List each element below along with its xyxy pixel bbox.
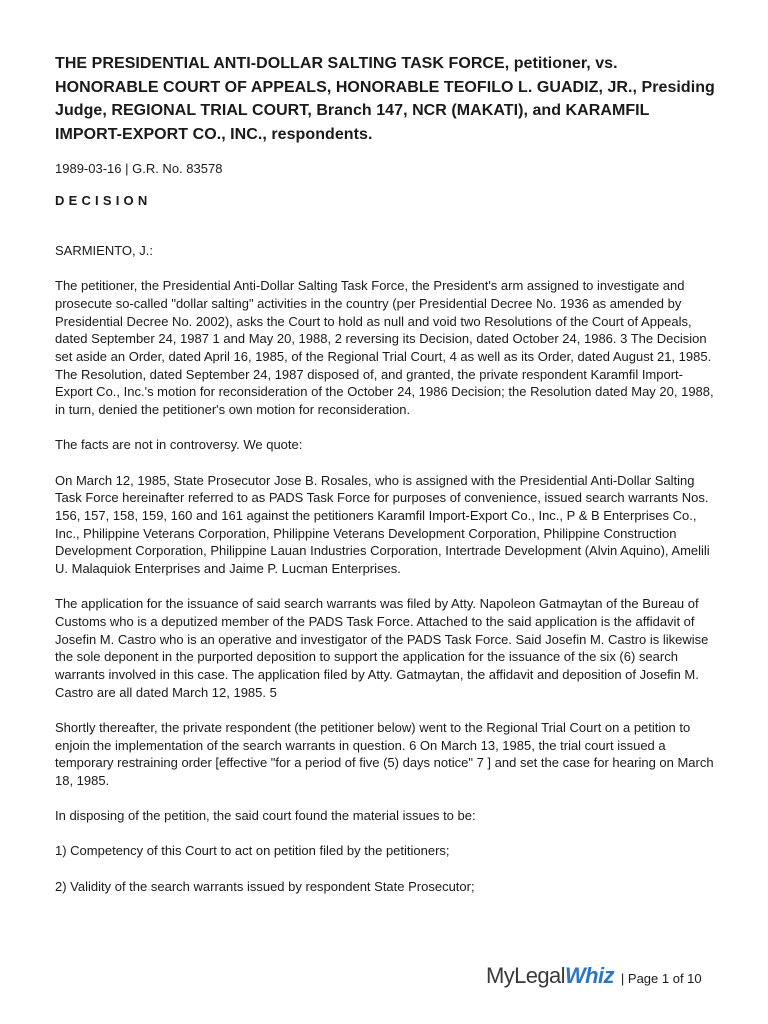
logo-my: My [486,963,515,988]
body-paragraph: The facts are not in controversy. We quote: [55,437,303,453]
ponente-line: SARMIENTO, J.: [55,243,153,258]
body-paragraph: On March 12, 1985, State Prosecutor Jose B. Rosales, who is assigned with the Presidential Anti-Dollar Salting Task Force hereinafter referred to as PADS Task Force for purposes of convenience, issued search warrants Nos. 156, 157, 158, 159, 160 and 161 against the petitioners Karamfil Import-Export Co., Inc., P & B Enterprises Co., Inc., Philippine Veterans Corporation, Philippine Veterans Development Corporation, Philippine Construction Development Corporation, Philippine Lauan Industries Corporation, Intertrade Development (Alvin Aquino), Amelili U. Malaquiok Enterprises and Jaime P. Lucman Enterprises. [55,472,710,577]
body-paragraph: Shortly thereafter, the private respondent (the petitioner below) went to the Regional Trial Court on a petition to enjoin the implementation of the search warrants in question. 6 On March 13, 1985, the trial court issued a temporary restraining order [effective "for a period of five (5) days notice" 7 ] and set the case for hearing on March 18, 1985. [55,719,714,789]
body-paragraph: The petitioner, the Presidential Anti-Dollar Salting Task Force, the President's arm assigned to investigate and prosecute so-called "dollar salting" activities in the country (per Presidential Decree No. 1936 as amended by Presidential Decree No. 2002), asks the Court to hold as null and void two Resolutions of the Court of Appeals, dated September 24, 1987 1 and May 20, 1988, 2 reversing its Decision, dated October 24, 1986. 3 The Decision set aside an Order, dated April 16, 1985, of the Regional Trial Court, 4 as well as its Order, dated August 21, 1985. The Resolution, dated September 24, 1987 disposed of, and granted, the private respondent Karamfil Import-Export Co., Inc.'s motion for reconsideration of the October 24, 1986 Decision; the Resolution dated May 20, 1988, in turn, denied the petitioner's own motion for reconsideration. [55,278,714,418]
decision-heading: DECISION [55,193,152,208]
body-paragraph: In disposing of the petition, the said court found the material issues to be: [55,808,476,824]
mylegalwhiz-logo [486,963,614,989]
case-title: THE PRESIDENTIAL ANTI-DOLLAR SALTING TASK FORCE, petitioner, vs. HONORABLE COURT OF APPEALS, HONORABLE TEOFILO L. GUADIZ, JR., Presiding Judge, REGIONAL TRIAL COURT, Branch 147, NCR (MAKATI), and KARAMFIL IMPORT-EXPORT CO., INC., respondents. [55,55,715,143]
page-number: | Page 1 of 10 [620,970,702,986]
logo-legal: Legal [514,963,565,988]
document-page [55,52,715,913]
issue-item: 1) Competency of this Court to act on petition filed by the petitioners; [55,843,450,859]
body-paragraph: The application for the issuance of said search warrants was filed by Atty. Napoleon Gatmaytan of the Bureau of Customs who is a deputized member of the PADS Task Force. Attached to the said application is the affidavit of Josefin M. Castro who is an operative and investigator of the PADS Task Force. Said Josefin M. Castro is likewise the sole deponent in the purported deposition to support the application for the issuance of the six (6) search warrants involved in this case. The application filed by Atty. Gatmaytan, the affidavit and deposition of Josefin M. Castro are all dated March 12, 1985. 5 [55,596,709,700]
page-footer [486,958,702,994]
issue-item: 2) Validity of the search warrants issued by respondent State Prosecutor; [55,878,475,894]
case-date-and-number: 1989-03-16 | G.R. No. 83578 [55,161,223,176]
logo-whiz: Whiz [564,963,614,988]
